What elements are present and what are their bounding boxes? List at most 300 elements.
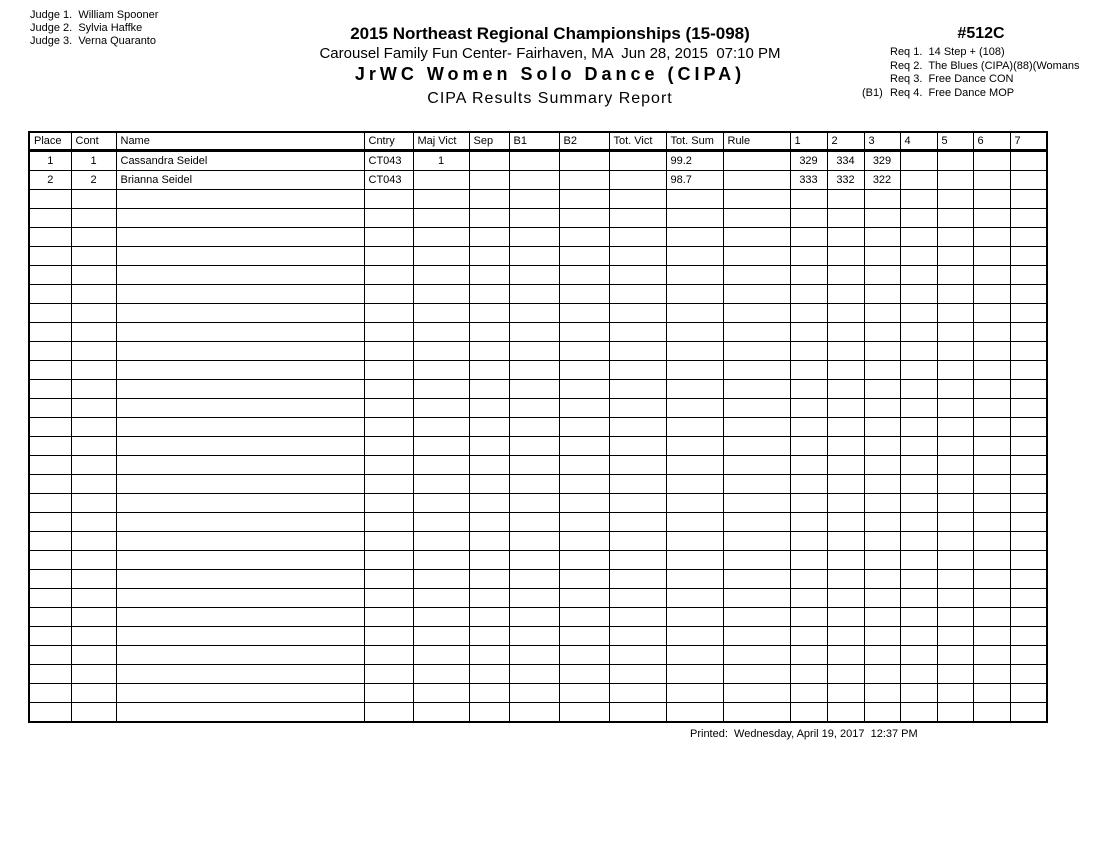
cell-name (116, 380, 364, 399)
cell-judge-7 (1010, 209, 1047, 228)
cell-cntry (364, 228, 413, 247)
col-header-judge-2: 2 (827, 132, 864, 151)
cell-judge-2 (827, 608, 864, 627)
cell-judge-6 (973, 627, 1010, 646)
cell-judge-7 (1010, 151, 1047, 171)
col-header-rule: Rule (723, 132, 790, 151)
cell-place (29, 247, 71, 266)
cell-maj-vict (413, 361, 469, 380)
cell-judge-5 (937, 513, 973, 532)
cell-place (29, 228, 71, 247)
cell-judge-3 (864, 228, 900, 247)
cell-b1 (509, 437, 559, 456)
cell-tot-sum (666, 342, 723, 361)
result-row (29, 171, 1047, 190)
cell-judge-4 (900, 380, 937, 399)
cell-maj-vict: 1 (413, 151, 469, 171)
col-header-tot-vict: Tot. Vict (609, 132, 666, 151)
empty-row (29, 513, 1047, 532)
cell-judge-4 (900, 171, 937, 190)
empty-row (29, 209, 1047, 228)
cell-maj-vict (413, 475, 469, 494)
cell-rule (723, 684, 790, 703)
cell-judge-2 (827, 228, 864, 247)
col-header-judge-4: 4 (900, 132, 937, 151)
cell-judge-4 (900, 418, 937, 437)
cell-b2 (559, 228, 609, 247)
cell-place (29, 361, 71, 380)
cell-place (29, 627, 71, 646)
cell-place (29, 209, 71, 228)
cell-b1 (509, 475, 559, 494)
cell-tot-vict (609, 456, 666, 475)
cell-judge-1 (790, 228, 827, 247)
cell-judge-2 (827, 437, 864, 456)
cell-judge-6 (973, 190, 1010, 209)
cell-judge-2 (827, 570, 864, 589)
cell-judge-5 (937, 151, 973, 171)
cell-place (29, 304, 71, 323)
cell-judge-7 (1010, 418, 1047, 437)
cell-tot-sum: 98.7 (666, 171, 723, 190)
cell-rule (723, 646, 790, 665)
cell-tot-sum (666, 285, 723, 304)
cell-judge-3 (864, 703, 900, 723)
cell-b2 (559, 703, 609, 723)
cell-b2 (559, 684, 609, 703)
cell-b2 (559, 437, 609, 456)
cell-tot-vict (609, 228, 666, 247)
cell-cont (71, 323, 116, 342)
cell-judge-5 (937, 437, 973, 456)
cell-tot-sum (666, 437, 723, 456)
cell-sep (469, 247, 509, 266)
cell-judge-6 (973, 418, 1010, 437)
cell-maj-vict (413, 570, 469, 589)
cell-cont (71, 665, 116, 684)
cell-place (29, 532, 71, 551)
cell-tot-sum (666, 703, 723, 723)
cell-judge-5 (937, 589, 973, 608)
championship-title: 2015 Northeast Regional Championships (15-098) (350, 24, 750, 43)
cell-place (29, 266, 71, 285)
empty-row (29, 418, 1047, 437)
cell-rule (723, 151, 790, 171)
cell-tot-sum (666, 456, 723, 475)
cell-judge-7 (1010, 361, 1047, 380)
cell-judge-2 (827, 266, 864, 285)
cell-rule (723, 342, 790, 361)
printed-timestamp: Printed: Wednesday, April 19, 2017 12:37 PM (690, 728, 918, 740)
cell-cntry (364, 570, 413, 589)
cell-tot-vict (609, 437, 666, 456)
cell-judge-3 (864, 190, 900, 209)
cell-tot-sum (666, 513, 723, 532)
empty-row (29, 532, 1047, 551)
cell-b1 (509, 247, 559, 266)
cell-judge-3 (864, 475, 900, 494)
col-header-name: Name (116, 132, 364, 151)
cell-judge-7 (1010, 665, 1047, 684)
cell-judge-7 (1010, 513, 1047, 532)
cell-cntry (364, 418, 413, 437)
cell-maj-vict (413, 171, 469, 190)
cell-judge-6 (973, 209, 1010, 228)
cell-judge-4 (900, 456, 937, 475)
cell-judge-6 (973, 323, 1010, 342)
cell-name (116, 589, 364, 608)
cell-cont (71, 513, 116, 532)
cell-judge-7 (1010, 399, 1047, 418)
cell-judge-2: 334 (827, 151, 864, 171)
cell-judge-4 (900, 361, 937, 380)
cell-cont (71, 494, 116, 513)
cell-rule (723, 608, 790, 627)
cell-tot-sum (666, 665, 723, 684)
cell-place (29, 418, 71, 437)
cell-rule (723, 475, 790, 494)
cell-judge-5 (937, 475, 973, 494)
cell-judge-1: 329 (790, 151, 827, 171)
cell-b2 (559, 323, 609, 342)
cell-rule (723, 361, 790, 380)
cell-tot-sum (666, 190, 723, 209)
cell-judge-5 (937, 285, 973, 304)
cell-cont (71, 247, 116, 266)
cell-judge-1 (790, 665, 827, 684)
cell-sep (469, 171, 509, 190)
cell-cntry (364, 304, 413, 323)
cell-rule (723, 513, 790, 532)
cell-judge-2 (827, 323, 864, 342)
col-header-judge-6: 6 (973, 132, 1010, 151)
cell-tot-sum (666, 589, 723, 608)
cell-judge-1 (790, 437, 827, 456)
empty-row (29, 304, 1047, 323)
cell-judge-5 (937, 190, 973, 209)
cell-rule (723, 418, 790, 437)
cell-judge-2 (827, 342, 864, 361)
col-header-judge-3: 3 (864, 132, 900, 151)
requirement-label: Req 2. The Blues (CIPA)(88)(Womans (890, 59, 1080, 72)
cell-judge-7 (1010, 494, 1047, 513)
cell-tot-vict (609, 285, 666, 304)
cell-tot-sum (666, 608, 723, 627)
cell-judge-5 (937, 703, 973, 723)
cell-judge-2 (827, 209, 864, 228)
col-header-b1: B1 (509, 132, 559, 151)
cell-tot-sum (666, 209, 723, 228)
empty-row (29, 190, 1047, 209)
cell-judge-4 (900, 646, 937, 665)
cell-judge-3 (864, 342, 900, 361)
empty-row (29, 342, 1047, 361)
cell-tot-sum (666, 418, 723, 437)
cell-judge-6 (973, 456, 1010, 475)
empty-row (29, 551, 1047, 570)
cell-cntry (364, 380, 413, 399)
cell-tot-sum (666, 684, 723, 703)
cell-cntry: CT043 (364, 171, 413, 190)
cell-judge-5 (937, 570, 973, 589)
cell-judge-3 (864, 456, 900, 475)
cell-name (116, 570, 364, 589)
cell-judge-6 (973, 380, 1010, 399)
cell-place (29, 608, 71, 627)
cell-judge-1 (790, 608, 827, 627)
cell-judge-3 (864, 551, 900, 570)
empty-row (29, 456, 1047, 475)
cell-b1 (509, 494, 559, 513)
cell-b2 (559, 209, 609, 228)
cell-judge-4 (900, 665, 937, 684)
cell-sep (469, 380, 509, 399)
cell-tot-vict (609, 494, 666, 513)
cell-judge-5 (937, 551, 973, 570)
cell-place (29, 285, 71, 304)
cell-tot-vict (609, 684, 666, 703)
cell-b1 (509, 380, 559, 399)
cell-cont (71, 361, 116, 380)
results-table-body (29, 151, 1047, 723)
cell-b2 (559, 247, 609, 266)
judge-line: Judge 3. Verna Quaranto (30, 35, 156, 47)
cell-judge-4 (900, 399, 937, 418)
cell-sep (469, 570, 509, 589)
cell-judge-6 (973, 475, 1010, 494)
cell-cntry (364, 646, 413, 665)
cell-b2 (559, 361, 609, 380)
cell-judge-4 (900, 228, 937, 247)
cell-name (116, 228, 364, 247)
cell-maj-vict (413, 285, 469, 304)
cell-judge-4 (900, 342, 937, 361)
cell-cont (71, 475, 116, 494)
cell-b1 (509, 665, 559, 684)
cell-judge-1 (790, 646, 827, 665)
cell-judge-1: 333 (790, 171, 827, 190)
cell-judge-4 (900, 323, 937, 342)
cell-judge-4 (900, 608, 937, 627)
cell-tot-vict (609, 703, 666, 723)
cell-judge-3 (864, 608, 900, 627)
cell-rule (723, 551, 790, 570)
cell-judge-7 (1010, 342, 1047, 361)
col-header-judge-7: 7 (1010, 132, 1047, 151)
cell-sep (469, 266, 509, 285)
cell-cntry (364, 247, 413, 266)
cell-tot-vict (609, 532, 666, 551)
cell-judge-2 (827, 456, 864, 475)
cell-judge-5 (937, 247, 973, 266)
cell-judge-6 (973, 171, 1010, 190)
cell-b2 (559, 380, 609, 399)
cell-sep (469, 418, 509, 437)
cell-cntry (364, 608, 413, 627)
cell-judge-2: 332 (827, 171, 864, 190)
cell-b1 (509, 703, 559, 723)
cell-place (29, 190, 71, 209)
cell-judge-7 (1010, 589, 1047, 608)
cell-judge-4 (900, 532, 937, 551)
cell-cntry (364, 665, 413, 684)
cell-name (116, 418, 364, 437)
cell-tot-vict (609, 665, 666, 684)
cell-rule (723, 570, 790, 589)
cell-sep (469, 304, 509, 323)
cell-judge-1 (790, 551, 827, 570)
cell-judge-7 (1010, 703, 1047, 723)
cell-place (29, 342, 71, 361)
cell-name (116, 646, 364, 665)
cell-b1 (509, 627, 559, 646)
cell-tot-sum (666, 570, 723, 589)
results-table-header (29, 132, 1047, 151)
empty-row (29, 665, 1047, 684)
cell-b2 (559, 266, 609, 285)
header-row (29, 132, 1047, 151)
cell-judge-2 (827, 665, 864, 684)
cell-judge-3 (864, 532, 900, 551)
cell-judge-1 (790, 456, 827, 475)
cell-tot-sum: 99.2 (666, 151, 723, 171)
cell-judge-5 (937, 456, 973, 475)
cell-b1 (509, 551, 559, 570)
cell-b1 (509, 570, 559, 589)
cell-judge-6 (973, 513, 1010, 532)
cell-judge-6 (973, 342, 1010, 361)
col-header-judge-5: 5 (937, 132, 973, 151)
cell-b1 (509, 608, 559, 627)
cell-name (116, 323, 364, 342)
cell-maj-vict (413, 247, 469, 266)
cell-rule (723, 380, 790, 399)
empty-row (29, 627, 1047, 646)
cell-judge-1 (790, 342, 827, 361)
cell-judge-5 (937, 209, 973, 228)
cell-tot-sum (666, 646, 723, 665)
cell-cntry (364, 513, 413, 532)
requirement-label: Req 1. 14 Step + (108) (890, 46, 1005, 58)
empty-row (29, 570, 1047, 589)
judge-line: Judge 2. Sylvia Haffke (30, 22, 143, 34)
cell-judge-2 (827, 418, 864, 437)
cell-name (116, 342, 364, 361)
cell-cntry (364, 627, 413, 646)
cell-judge-7 (1010, 532, 1047, 551)
cell-judge-2 (827, 589, 864, 608)
empty-row (29, 703, 1047, 723)
cell-judge-7 (1010, 551, 1047, 570)
cell-judge-1 (790, 380, 827, 399)
requirement-prefix (862, 60, 890, 74)
cell-sep (469, 513, 509, 532)
cell-maj-vict (413, 190, 469, 209)
cell-judge-3 (864, 361, 900, 380)
cell-judge-1 (790, 513, 827, 532)
cell-cont (71, 608, 116, 627)
empty-row (29, 494, 1047, 513)
col-header-cont: Cont (71, 132, 116, 151)
cell-judge-7 (1010, 456, 1047, 475)
cell-tot-vict (609, 627, 666, 646)
cell-cont (71, 437, 116, 456)
cell-judge-3: 322 (864, 171, 900, 190)
cell-b1 (509, 361, 559, 380)
cell-tot-vict (609, 475, 666, 494)
cell-judge-3 (864, 209, 900, 228)
cell-b1 (509, 399, 559, 418)
cell-judge-4 (900, 304, 937, 323)
cell-name (116, 190, 364, 209)
cell-tot-vict (609, 171, 666, 190)
cell-judge-5 (937, 646, 973, 665)
cell-judge-1 (790, 627, 827, 646)
cell-b1 (509, 342, 559, 361)
requirement-line (862, 60, 1100, 74)
cell-name (116, 627, 364, 646)
cell-judge-5 (937, 342, 973, 361)
cell-b1 (509, 532, 559, 551)
cell-cntry (364, 323, 413, 342)
requirements-list (862, 46, 1100, 100)
cell-judge-1 (790, 684, 827, 703)
cell-tot-sum (666, 551, 723, 570)
cell-maj-vict (413, 532, 469, 551)
cell-place (29, 380, 71, 399)
cell-judge-6 (973, 589, 1010, 608)
cell-rule (723, 266, 790, 285)
cell-maj-vict (413, 456, 469, 475)
cell-judge-1 (790, 570, 827, 589)
cell-cntry (364, 703, 413, 723)
cell-b2 (559, 608, 609, 627)
cell-b2 (559, 646, 609, 665)
cell-cont (71, 190, 116, 209)
cell-judge-1 (790, 285, 827, 304)
cell-rule (723, 247, 790, 266)
cell-tot-vict (609, 646, 666, 665)
cell-name (116, 513, 364, 532)
cell-maj-vict (413, 228, 469, 247)
cell-judge-6 (973, 570, 1010, 589)
col-header-maj-vict: Maj Vict (413, 132, 469, 151)
requirement-prefix (862, 73, 890, 87)
cell-tot-sum (666, 399, 723, 418)
cell-cont (71, 532, 116, 551)
cell-judge-3 (864, 399, 900, 418)
cell-judge-4 (900, 437, 937, 456)
cell-tot-sum (666, 627, 723, 646)
cell-rule (723, 190, 790, 209)
cell-sep (469, 646, 509, 665)
cell-name (116, 684, 364, 703)
cell-judge-4 (900, 589, 937, 608)
cell-sep (469, 209, 509, 228)
cell-judge-1 (790, 703, 827, 723)
cell-cont (71, 228, 116, 247)
cell-judge-2 (827, 285, 864, 304)
cell-place (29, 646, 71, 665)
cell-cont (71, 589, 116, 608)
cell-judge-2 (827, 304, 864, 323)
cell-rule (723, 437, 790, 456)
cell-place (29, 589, 71, 608)
cell-judge-3 (864, 266, 900, 285)
cell-judge-1 (790, 190, 827, 209)
empty-row (29, 285, 1047, 304)
cell-judge-4 (900, 266, 937, 285)
